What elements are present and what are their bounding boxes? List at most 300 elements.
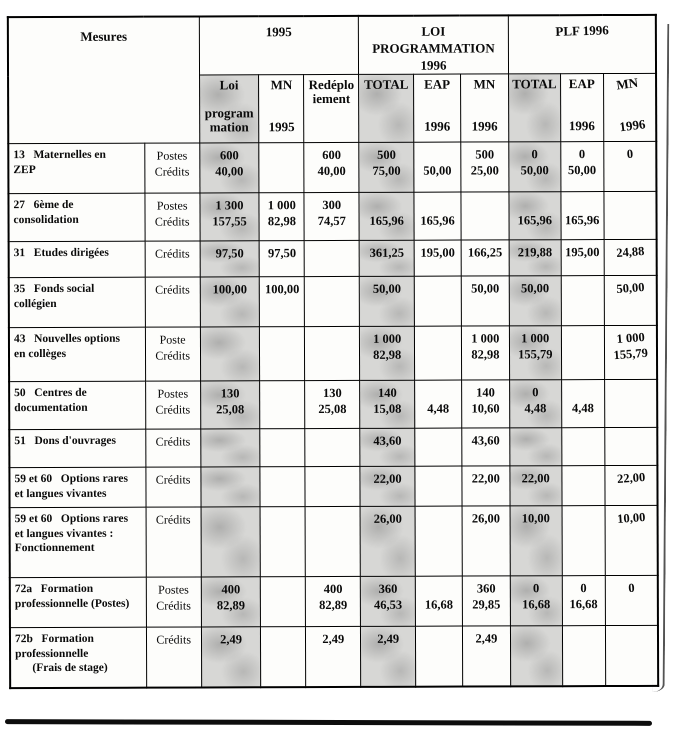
kind-cell [145,381,200,429]
value-cell [561,326,604,380]
value: 22,00 [373,471,402,486]
value [564,630,604,646]
kind-cell [146,577,201,627]
value-cell [462,428,510,466]
value [604,160,654,180]
value: 82,98 [471,347,500,362]
value-cell [304,240,359,276]
value-cell [510,506,562,576]
value: 50,00 [471,281,500,296]
group-loi-label: LOI PROGRAMMATION 1996 [372,23,495,73]
value: 15,08 [373,401,402,416]
table-row [10,625,658,687]
kind-label: Crédits [155,512,191,527]
value-cell [562,466,605,506]
subheader-top-label: EAP [424,76,451,92]
subheader-bottom-label: 1995 [268,119,295,135]
value: 26,00 [373,511,402,526]
value-cell [359,192,414,240]
subheader-bottom-label: 1996 [471,118,498,134]
value: 2,49 [377,631,400,646]
value: 97,50 [215,246,244,261]
value [262,581,304,597]
value-cell [604,275,657,325]
value-cell [415,428,462,466]
value-cell [414,142,461,192]
column-group-loi-programmation-1996 [359,15,509,74]
value-cell [200,277,260,327]
value [202,511,259,527]
table-header-groups [8,15,656,76]
value: 46,53 [373,597,403,612]
value: 25,00 [470,163,499,178]
value: 400 [221,582,241,597]
subheader-bottom-label: 1996 [424,118,451,134]
value: 0 [531,147,538,162]
value-cell [200,381,260,429]
value-cell [260,429,305,467]
value: 40,00 [317,163,346,179]
value-cell [415,576,462,626]
value: 4,48 [427,401,450,416]
value-cell [561,276,604,326]
kind-cell [146,429,201,467]
value: 165,96 [517,213,553,228]
table-row [8,141,656,193]
budget-table [7,14,659,689]
subheader-top-label: TOTAL [512,76,557,92]
table-row [9,239,657,277]
value-cell [561,240,604,276]
value: 50,00 [567,163,597,178]
value [416,385,460,401]
value [261,163,303,179]
scan-edge-bottom [5,719,652,726]
value: 82,98 [373,347,402,362]
subheader-top-label: MN [615,74,639,93]
value: 40,00 [215,164,244,179]
value [563,510,603,526]
value [306,347,358,363]
value-cell [200,429,260,467]
value-cell [260,381,305,429]
value-cell [561,142,604,192]
value: 74,57 [317,213,346,229]
value-cell [461,142,509,192]
measure-label: 59 et 60 Options rares et langues vivantes [9,467,145,507]
value [605,430,655,450]
value: 50,00 [520,281,550,296]
column-subheader [414,74,461,142]
value [563,470,603,486]
value: 0 [627,580,635,596]
value-cell [361,576,416,626]
value-cell [562,576,605,626]
subheader-top-label: Redéplo iement [308,76,355,107]
column-subheader [560,74,603,142]
column-subheader [603,73,656,141]
value-cell [462,626,510,686]
kind-cell [146,507,201,577]
value [563,432,603,448]
value-cell [201,507,261,577]
value-cell [416,626,463,686]
value-cell [509,326,561,380]
value-cell [414,192,461,240]
value: 400 [323,581,343,597]
value: 10,00 [521,511,550,526]
value: 82,89 [216,598,245,613]
value: 75,00 [372,163,401,178]
kind-cell [145,327,200,381]
value [462,196,507,212]
mesures-label: Mesures [80,28,128,44]
value: 1 000 [471,331,500,346]
value: 25,08 [318,401,347,417]
value-cell [605,465,658,505]
kind-cell [146,627,201,687]
value-cell [199,193,259,241]
value-cell [200,327,260,381]
value: 100,00 [212,282,247,297]
kind-label: Crédits [155,282,190,297]
value: 50,00 [615,279,645,296]
value: 1 000 [615,329,645,346]
kind-cell [145,193,200,241]
value-cell [415,380,462,428]
value-cell [360,428,415,466]
value: 10,60 [471,401,500,416]
subheader-top-label: Loi [219,77,239,93]
value-cell [509,380,561,428]
value: 361,25 [369,245,405,260]
value-cell [260,507,305,577]
value-cell [259,143,304,193]
value: 25,08 [216,402,245,417]
kind-label: Poste [159,332,186,347]
value [417,631,461,647]
value: 0 [580,581,587,596]
value-cell [509,192,561,240]
value: 360 [476,581,496,596]
value [511,432,560,448]
value-cell [510,576,562,626]
value [416,331,460,347]
value [417,471,461,487]
value-cell [461,240,509,276]
value: 195,00 [565,245,600,260]
value-cell [201,627,261,687]
value-cell [359,276,414,326]
value [262,471,304,487]
value [563,384,603,400]
value: 16,68 [424,597,454,612]
value: 195,00 [420,245,455,260]
value-cell [562,506,605,576]
value-cell [260,327,305,381]
value: 155,79 [612,345,648,363]
value: 1 000 [373,331,402,346]
table-row [10,505,658,577]
value [202,433,259,449]
value-cell [200,241,260,277]
value [563,330,603,346]
value-cell [304,192,359,240]
value-cell [462,506,510,576]
value: 22,00 [521,471,550,486]
value [202,347,259,363]
value-cell [361,626,416,686]
value-cell [605,625,658,685]
measure-label: 59 et 60 Options rares et langues vivantes : Fonctionnement [10,507,147,577]
value [262,631,304,647]
value [261,347,303,363]
value-cell [462,576,510,626]
value-cell [509,240,561,276]
column-subheader [259,75,304,143]
value: 500 [475,147,495,162]
value: 166,25 [467,245,503,260]
subheader-top-label: MN [270,77,293,93]
measure-label: 35 Fonds social collégien [9,277,145,327]
value-cell [305,428,360,466]
value-cell [604,239,657,275]
column-subheader [199,75,259,143]
measure-label: 43 Nouvelles options en collèges [9,327,145,381]
column-subheader [359,74,414,142]
table-row [9,379,657,429]
value [462,212,507,228]
measure-label: 31 Etudes dirigées [9,241,145,277]
value [563,346,603,362]
value-cell [461,326,509,380]
column-subheader [304,74,359,142]
group-1995-label: 1995 [265,24,292,40]
value: 43,60 [373,433,402,448]
value: 500 [377,147,396,162]
value: 1 000 [267,198,296,213]
kind-label: Crédits [155,434,191,449]
value [510,196,559,212]
value-cell [260,467,305,507]
group-plf-label: PLF 1996 [554,22,609,39]
value: 24,88 [615,243,645,260]
value-cell [415,466,462,506]
value: 2,49 [220,632,242,647]
column-subheader [508,74,560,142]
value-cell [201,577,261,627]
value [262,401,304,417]
value-cell [562,428,605,466]
value: 0 [625,146,634,162]
column-subheader [461,74,509,142]
kind-label: Crédits [155,402,191,417]
value: 4,48 [571,401,594,416]
kind-cell [146,467,201,507]
measure-label: 13 Maternelles en ZEP [8,143,144,193]
value: 140 [377,385,397,400]
table-row [10,575,658,627]
value-cell [509,142,561,192]
value-cell [360,466,415,506]
column-group-1995 [199,16,359,75]
value [417,511,461,527]
value: 219,88 [517,245,553,260]
value: 10,00 [616,509,646,526]
kind-label: Crédits [156,598,191,613]
value-cell [461,276,509,326]
value: 29,85 [472,597,501,612]
value-cell [510,466,562,506]
value: 0 [578,147,586,162]
value: 82,89 [319,597,348,613]
value-cell [360,506,415,576]
value [202,471,259,487]
value: 82,98 [267,214,296,229]
value-cell [306,576,361,626]
value [415,147,459,163]
value: 50,00 [520,163,549,178]
value-cell [561,380,604,428]
value [262,511,304,527]
value-cell [305,506,360,576]
value [306,245,358,261]
kind-cell [145,241,200,277]
value [307,511,359,527]
value-cell [304,142,359,192]
value [605,398,655,418]
value-cell [605,505,658,575]
kind-label: Postes [156,148,188,163]
subheader-bottom-label: 1996 [568,118,595,134]
kind-cell [145,143,200,193]
value: 130 [220,386,240,401]
value: 600 [219,148,239,163]
table-row [9,465,657,507]
table-row [9,275,657,327]
value [562,280,602,296]
subheader-top-label: TOTAL [364,76,409,92]
value [606,594,656,614]
value-cell [414,240,461,276]
value-cell [604,191,657,239]
measure-label: 27 6ème de consolidation [8,193,144,241]
value-cell [359,240,414,276]
value-cell [359,142,414,192]
kind-label: Crédits [155,472,191,487]
value-cell [604,325,657,379]
value [416,197,460,213]
value-cell [561,192,604,240]
value: 97,50 [267,246,297,261]
value [261,331,303,347]
value [417,581,461,597]
value-cell [604,379,657,427]
value: 165,96 [565,213,600,228]
value: 140 [476,385,495,400]
value-cell [510,428,562,466]
value-cell [604,427,657,465]
value-cell [562,626,605,686]
kind-label: Postes [156,198,188,213]
value [261,147,303,163]
value: 1 300 [215,198,244,213]
value-cell [603,141,656,191]
value: 22,00 [616,469,646,486]
value [416,281,460,297]
value [606,628,656,648]
value: 157,55 [212,214,247,229]
kind-cell [145,277,200,327]
value-cell [415,326,462,380]
value-cell [360,326,415,380]
value: 1 000 [521,331,550,346]
value-cell [461,192,509,240]
value-cell [360,380,415,428]
value-cell [199,143,259,193]
value-cell [259,193,304,241]
value: 165,96 [420,213,455,228]
value: 4,48 [524,401,547,416]
value: 22,00 [471,471,500,486]
value: 16,68 [522,597,551,612]
value-cell [260,241,305,277]
kind-label: Postes [157,386,189,401]
value: 130 [323,385,342,401]
value: 2,49 [475,631,498,646]
subheader-bottom-label: program mation [204,105,254,135]
subheader-top-label: MN [473,76,496,92]
kind-label: Postes [158,582,189,597]
value-cell [305,276,360,326]
value-cell [414,276,461,326]
value [201,331,258,347]
value-cell [415,506,462,576]
value [307,471,359,487]
value: 26,00 [471,511,501,526]
value: 2,49 [322,631,345,647]
measure-label: 72b Formation professionnelle (Frais de stage) [10,627,147,687]
value [262,385,304,401]
table-body [8,141,658,687]
value: 50,00 [372,281,402,296]
value-cell [200,467,260,507]
value-cell [306,626,361,686]
value: 0 [532,581,540,596]
value [605,210,655,230]
value [562,196,602,212]
value-cell [261,627,306,687]
column-header-mesures [8,16,199,143]
value-cell [605,575,658,625]
value-cell [462,466,510,506]
kind-label: Crédits [154,214,190,229]
value: 100,00 [264,282,300,297]
value-cell [305,466,360,506]
value [416,347,460,363]
value-cell [305,380,360,428]
table-row [9,427,657,467]
value-cell [260,277,305,327]
subheader-top-label: EAP [568,76,595,92]
value [262,597,304,613]
kind-label: Crédits [154,164,190,179]
value [361,197,413,213]
value-cell [261,577,306,627]
value: 0 [532,385,539,400]
value: 300 [322,197,342,213]
value: 165,96 [369,213,404,228]
